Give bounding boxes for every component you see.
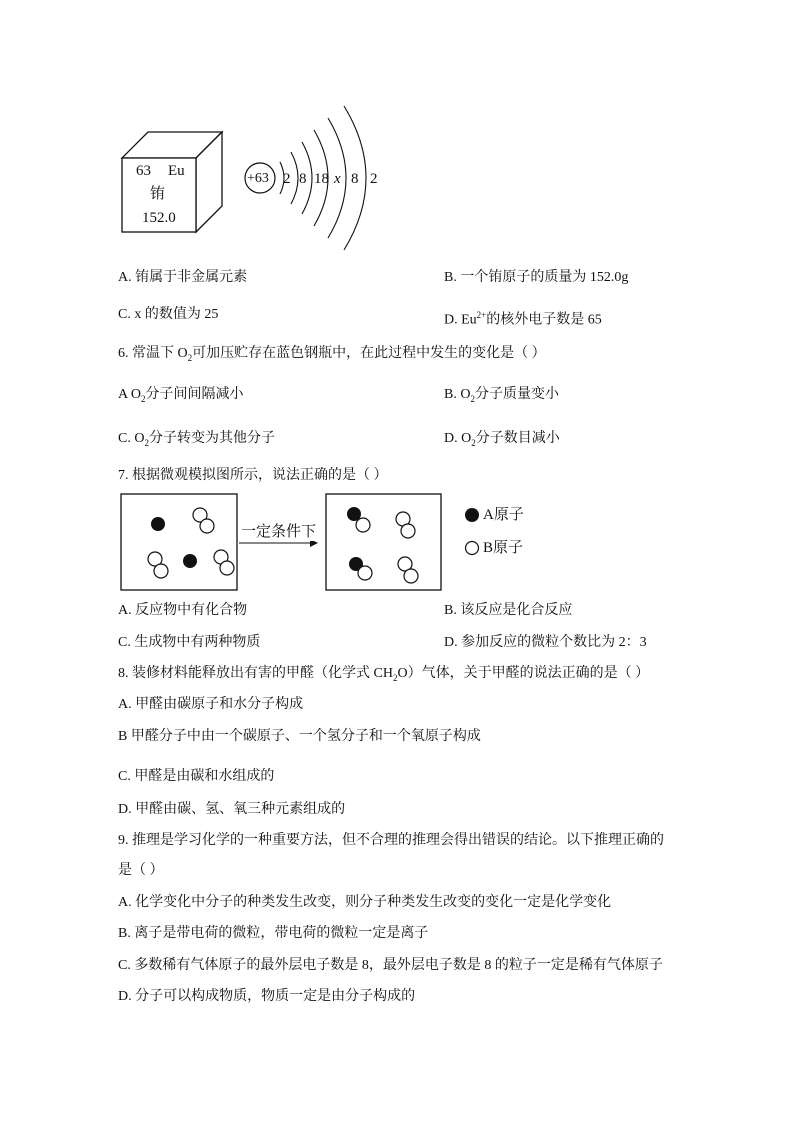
q7-stem: 7. 根据微观模拟图所示，说法正确的是（ ） (118, 468, 388, 483)
shell-electrons-6: 2 (370, 171, 378, 187)
q6-stem: 6. 常温下 $O_2$可加压贮存在蓝色钢瓶中，在此过程中发生的变化是（ ） (118, 346, 546, 363)
shell-electrons-1: 2 (283, 171, 291, 187)
q5-option-d: D. $Eu^{2+}$的核外电子数是 65 (444, 310, 602, 328)
atom-b (356, 518, 370, 532)
q7-option-b: B. 该反应是化合反应 (444, 603, 573, 618)
atom-a (183, 554, 197, 568)
q7-option-c: C. 生成物中有两种物质 (118, 635, 261, 650)
q9-stem-line-2: 是（ ） (118, 863, 164, 878)
nucleus-charge: +63 (247, 171, 269, 186)
legend-atom-b-swatch (464, 540, 480, 556)
q8-option-a: A. 甲醛由碳原子和水分子构成 (118, 697, 304, 712)
q8-option-c: C. 甲醛是由碳和水组成的 (118, 769, 275, 784)
q5-option-c: C. x 的数值为 25 (118, 307, 219, 322)
atom-a (151, 517, 165, 531)
element-atomic-mass: 152.0 (142, 210, 176, 226)
q8-option-b: B 甲醛分子中由一个碳原子、一个氢分子和一个氧原子构成 (118, 729, 481, 744)
q9-option-c: C. 多数稀有气体原子的最外层电子数是 8，最外层电子数是 8 的粒子一定是稀有气体原子 (118, 958, 663, 973)
q5-option-a: A. 铕属于非金属元素 (118, 270, 248, 285)
reaction-condition-label: 一定条件下 (241, 524, 317, 540)
shell-electrons-3: 18 (314, 171, 329, 187)
q9-option-d: D. 分子可以构成物质，物质一定是由分子构成的 (118, 989, 416, 1004)
element-symbol: Eu (168, 163, 185, 179)
legend-atom-a-label: A原子 (483, 507, 524, 523)
element-atomic-number: 63 (136, 163, 151, 179)
atom-b (358, 566, 372, 580)
q6-option-d: D. $O_2$分子数目减小 (444, 431, 560, 448)
atom-b (154, 564, 168, 578)
legend-atom-b-label: B原子 (483, 540, 524, 556)
shell-arc (291, 152, 298, 204)
atom-b (404, 569, 418, 583)
reaction-diagram (120, 493, 450, 593)
shell-electrons-4: x (334, 171, 341, 187)
q7-option-d: D. 参加反应的微粒个数比为 2：3 (444, 635, 647, 650)
atom-b (401, 524, 415, 538)
q9-option-b: B. 离子是带电荷的微粒，带电荷的微粒一定是离子 (118, 926, 429, 941)
legend-atom-a-swatch (464, 507, 480, 523)
atom-b (220, 561, 234, 575)
atom-b (200, 519, 214, 533)
element-name: 铕 (150, 186, 166, 202)
q8-option-d: D. 甲醛由碳、氢、氧三种元素组成的 (118, 802, 346, 817)
q9-option-a: A. 化学变化中分子的种类发生改变，则分子种类发生改变的变化一定是化学变化 (118, 895, 612, 910)
q7-option-a: A. 反应物中有化合物 (118, 603, 248, 618)
q6-option-c: C. $O_2$分子转变为其他分子 (118, 431, 275, 448)
q6-option-a: A $O_2$分子间间隔减小 (118, 387, 244, 404)
q6-option-b: B. $O_2$分子质量变小 (444, 387, 559, 404)
q8-stem: 8. 装修材料能释放出有害的甲醛（化学式 $CH_2O$）气体，关于甲醛的说法正确的是（ ） (118, 666, 650, 683)
shell-electrons-5: 8 (351, 171, 359, 187)
q5-option-b: B. 一个铕原子的质量为 152.0g (444, 270, 629, 285)
q9-stem-line-1: 9. 推理是学习化学的一种重要方法，但不合理的推理会得出错误的结论。以下推理正确的 (118, 833, 664, 848)
shell-electrons-2: 8 (299, 171, 307, 187)
